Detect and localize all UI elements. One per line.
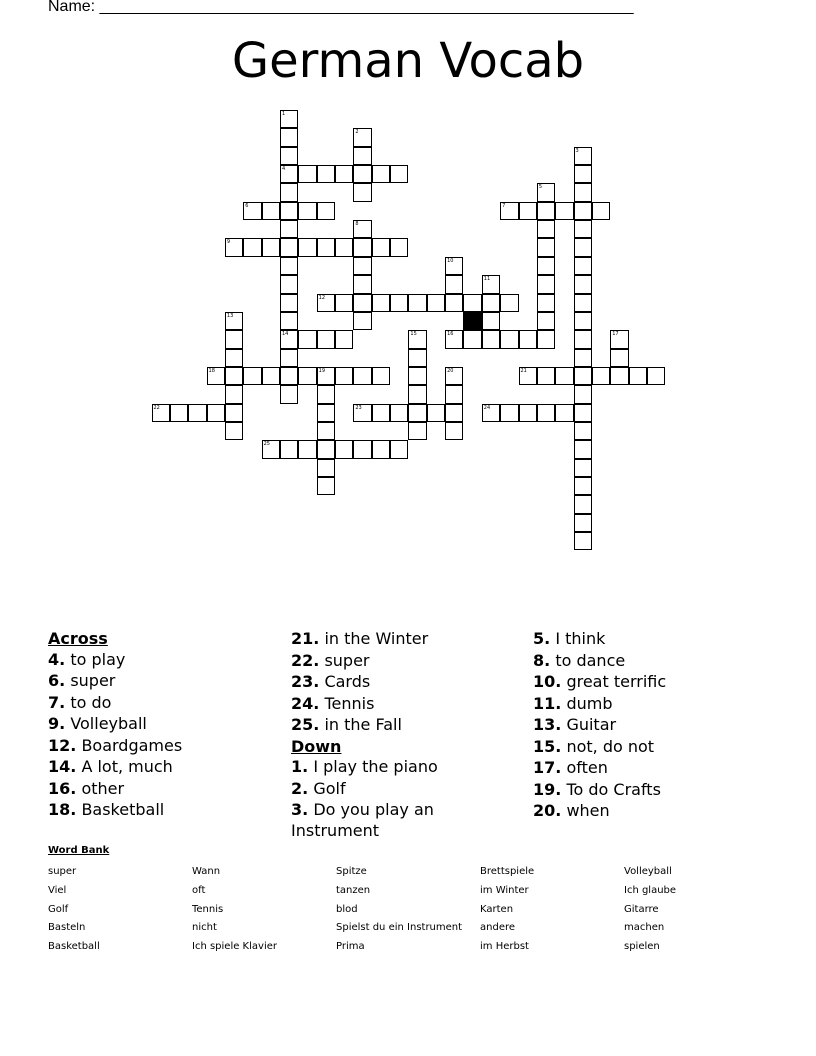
grid-cell[interactable] bbox=[280, 275, 298, 293]
grid-cell[interactable] bbox=[445, 367, 463, 385]
grid-cell[interactable] bbox=[445, 385, 463, 403]
grid-cell[interactable] bbox=[280, 294, 298, 312]
grid-cell[interactable] bbox=[280, 220, 298, 238]
grid-cell[interactable] bbox=[317, 330, 335, 348]
clue-number: 19 bbox=[318, 367, 326, 374]
grid-cell[interactable] bbox=[353, 183, 371, 201]
grid-cell[interactable] bbox=[482, 312, 500, 330]
grid-cell[interactable] bbox=[574, 147, 592, 165]
grid-cell[interactable] bbox=[280, 183, 298, 201]
grid-cell[interactable] bbox=[537, 257, 555, 275]
grid-cell[interactable] bbox=[574, 257, 592, 275]
clue-down-8: 8. to dance bbox=[533, 650, 626, 670]
grid-cell[interactable] bbox=[372, 404, 390, 422]
grid-cell[interactable] bbox=[262, 238, 280, 256]
grid-cell[interactable] bbox=[408, 367, 426, 385]
grid-cell[interactable] bbox=[262, 202, 280, 220]
grid-cell[interactable] bbox=[152, 404, 170, 422]
clue-down-5: 5. I think bbox=[533, 629, 606, 648]
grid-cell[interactable] bbox=[408, 404, 426, 422]
name-line[interactable]: Name: ____________________________________________________________ bbox=[48, 0, 634, 15]
clue-number: 8 bbox=[355, 221, 359, 228]
grid-cell[interactable] bbox=[408, 422, 426, 440]
down-heading: Down bbox=[291, 736, 342, 756]
grid-cell[interactable] bbox=[647, 367, 665, 385]
word-bank-item: Volleyball bbox=[624, 866, 672, 877]
word-bank-item: Wann bbox=[192, 866, 221, 877]
grid-cell[interactable] bbox=[537, 294, 555, 312]
grid-cell[interactable] bbox=[390, 165, 408, 183]
grid-cell[interactable] bbox=[390, 294, 408, 312]
word-bank-item: im Winter bbox=[480, 884, 529, 896]
word-bank-column-3 bbox=[336, 863, 462, 957]
grid-cell[interactable] bbox=[225, 330, 243, 348]
clue-number: 7 bbox=[502, 202, 506, 209]
grid-cell[interactable] bbox=[519, 367, 537, 385]
grid-cell[interactable] bbox=[482, 294, 500, 312]
grid-cell[interactable] bbox=[298, 202, 316, 220]
grid-cell[interactable] bbox=[427, 294, 445, 312]
grid-cell[interactable] bbox=[574, 330, 592, 348]
grid-cell[interactable] bbox=[500, 330, 518, 348]
grid-cell[interactable] bbox=[335, 165, 353, 183]
grid-cell[interactable] bbox=[353, 220, 371, 238]
grid-cell[interactable] bbox=[537, 202, 555, 220]
grid-cell[interactable] bbox=[317, 367, 335, 385]
grid-cell[interactable] bbox=[537, 312, 555, 330]
grid-cell[interactable] bbox=[280, 128, 298, 146]
clue-number: 15 bbox=[410, 331, 417, 338]
word-bank-item: andere bbox=[480, 922, 516, 934]
grid-cell[interactable] bbox=[574, 495, 592, 513]
word-bank-item: Brettspiele bbox=[480, 866, 535, 877]
word-bank-column-1 bbox=[48, 863, 100, 957]
clue-number: 10 bbox=[447, 257, 454, 264]
grid-cell[interactable] bbox=[574, 238, 592, 256]
clue-down-19: 19. To do Crafts bbox=[533, 779, 661, 799]
grid-cell[interactable] bbox=[280, 165, 298, 183]
word-bank-item: Basketball bbox=[48, 941, 100, 953]
grid-cell[interactable] bbox=[574, 477, 592, 495]
grid-cell[interactable] bbox=[317, 385, 335, 403]
grid-cell[interactable] bbox=[243, 202, 261, 220]
grid-cell[interactable] bbox=[207, 367, 225, 385]
grid-cell[interactable] bbox=[225, 422, 243, 440]
grid-cell[interactable] bbox=[482, 275, 500, 293]
grid-cell[interactable] bbox=[610, 367, 628, 385]
grid-cell[interactable] bbox=[592, 202, 610, 220]
grid-cell[interactable] bbox=[353, 367, 371, 385]
grid-cell[interactable] bbox=[574, 367, 592, 385]
grid-cell[interactable] bbox=[537, 220, 555, 238]
grid-cell[interactable] bbox=[445, 404, 463, 422]
clue-down-20: 20. when bbox=[533, 801, 610, 820]
grid-cell[interactable] bbox=[280, 257, 298, 275]
clue-down-17: 17. often bbox=[533, 758, 608, 777]
grid-cell[interactable] bbox=[574, 220, 592, 238]
word-bank-item: Golf bbox=[48, 903, 69, 915]
word-bank-item: im Herbst bbox=[480, 941, 529, 953]
grid-cell[interactable] bbox=[353, 257, 371, 275]
grid-cell[interactable] bbox=[372, 367, 390, 385]
clue-number: 25 bbox=[263, 441, 270, 448]
grid-cell[interactable] bbox=[335, 440, 353, 458]
clue-down-3: 3. Do you play an Instrument bbox=[291, 800, 434, 840]
clue-number: 21 bbox=[520, 367, 527, 374]
grid-cell[interactable] bbox=[537, 367, 555, 385]
grid-cell[interactable] bbox=[519, 404, 537, 422]
clue-across-16: 16. other bbox=[48, 778, 125, 798]
clue-number: 1 bbox=[281, 111, 286, 117]
clue-number: 23 bbox=[355, 404, 362, 411]
word-bank-column-4 bbox=[480, 863, 534, 957]
grid-cell[interactable] bbox=[317, 422, 335, 440]
grid-cell[interactable] bbox=[574, 183, 592, 201]
clue-down-15: 15. not, do not bbox=[533, 736, 655, 756]
grid-cell[interactable] bbox=[280, 147, 298, 165]
grid-cell[interactable] bbox=[298, 440, 316, 458]
grid-cell[interactable] bbox=[629, 367, 647, 385]
clue-number: 11 bbox=[483, 276, 491, 283]
grid-cell[interactable] bbox=[519, 330, 537, 348]
clue-number: 22 bbox=[153, 404, 160, 411]
grid-cell[interactable] bbox=[280, 202, 298, 220]
clue-down-2: 2. Golf bbox=[291, 778, 346, 798]
word-bank-item: Prima bbox=[336, 941, 365, 953]
grid-cell[interactable] bbox=[574, 312, 592, 330]
grid-cell[interactable] bbox=[225, 349, 243, 367]
grid-cell[interactable] bbox=[298, 238, 316, 256]
clue-number: 3 bbox=[575, 147, 579, 154]
grid-cell[interactable] bbox=[610, 330, 628, 348]
grid-cell[interactable] bbox=[390, 404, 408, 422]
clue-across-22: 22. super bbox=[291, 650, 370, 670]
clue-column-2 bbox=[291, 629, 531, 842]
grid-cell[interactable] bbox=[408, 385, 426, 403]
word-bank-item: tanzen bbox=[336, 884, 371, 896]
grid-cell[interactable] bbox=[225, 404, 243, 422]
grid-cell[interactable] bbox=[317, 202, 335, 220]
grid-cell[interactable] bbox=[610, 349, 628, 367]
grid-cell[interactable] bbox=[317, 440, 335, 458]
grid-cell[interactable] bbox=[574, 275, 592, 293]
grid-cell[interactable] bbox=[537, 238, 555, 256]
grid-cell[interactable] bbox=[390, 440, 408, 458]
clue-across-25: 25. in the Fall bbox=[291, 715, 402, 734]
grid-cell[interactable] bbox=[537, 183, 555, 201]
grid-cell[interactable] bbox=[555, 202, 573, 220]
grid-cell[interactable] bbox=[262, 367, 280, 385]
grid-cell[interactable] bbox=[280, 330, 298, 348]
grid-cell[interactable] bbox=[298, 330, 316, 348]
grid-cell[interactable] bbox=[353, 165, 371, 183]
clue-number: 12 bbox=[318, 294, 326, 301]
grid-cell[interactable] bbox=[445, 257, 463, 275]
clue-across-24: 24. Tennis bbox=[291, 693, 375, 713]
word-bank-item: blod bbox=[336, 903, 358, 915]
clue-across-9: 9. Volleyball bbox=[48, 714, 147, 733]
grid-cell[interactable] bbox=[262, 440, 280, 458]
grid-cell[interactable] bbox=[280, 349, 298, 367]
word-bank-item: Gitarre bbox=[624, 903, 659, 915]
grid-cell[interactable] bbox=[353, 238, 371, 256]
grid-cell[interactable] bbox=[298, 165, 316, 183]
grid-cell[interactable] bbox=[353, 294, 371, 312]
grid-cell[interactable] bbox=[317, 477, 335, 495]
word-bank-item: nicht bbox=[192, 922, 217, 934]
grid-cell[interactable] bbox=[372, 294, 390, 312]
grid-cell[interactable] bbox=[170, 404, 188, 422]
clue-across-4: 4. to play bbox=[48, 649, 126, 669]
black-cell bbox=[463, 312, 481, 330]
clue-down-10: 10. great terrific bbox=[533, 672, 667, 691]
grid-cell[interactable] bbox=[335, 294, 353, 312]
grid-cell[interactable] bbox=[390, 238, 408, 256]
grid-cell[interactable] bbox=[225, 238, 243, 256]
grid-cell[interactable] bbox=[353, 440, 371, 458]
word-bank-title: Word Bank bbox=[48, 845, 110, 856]
word-bank-item: Ich glaube bbox=[624, 884, 677, 896]
grid-cell[interactable] bbox=[574, 440, 592, 458]
word-bank-item: Spitze bbox=[336, 866, 367, 877]
grid-cell[interactable] bbox=[225, 367, 243, 385]
clue-down-13: 13. Guitar bbox=[533, 715, 617, 734]
grid-cell[interactable] bbox=[574, 459, 592, 477]
grid-cell[interactable] bbox=[463, 294, 481, 312]
clue-across-21: 21. in the Winter bbox=[291, 629, 429, 648]
grid-cell[interactable] bbox=[280, 440, 298, 458]
grid-cell[interactable] bbox=[519, 202, 537, 220]
word-bank-item: Ich spiele Klavier bbox=[192, 941, 277, 953]
grid-cell[interactable] bbox=[280, 385, 298, 403]
grid-cell[interactable] bbox=[445, 275, 463, 293]
word-bank-column-5 bbox=[624, 863, 676, 957]
clue-number: 9 bbox=[226, 239, 231, 246]
clue-across-6: 6. super bbox=[48, 671, 116, 690]
grid-cell[interactable] bbox=[463, 330, 481, 348]
grid-cell[interactable] bbox=[280, 367, 298, 385]
grid-cell[interactable] bbox=[243, 238, 261, 256]
grid-cell[interactable] bbox=[537, 404, 555, 422]
clue-down-11: 11. dumb bbox=[533, 693, 613, 713]
clue-number: 14 bbox=[281, 331, 289, 338]
grid-cell[interactable] bbox=[225, 312, 243, 330]
clue-column-1 bbox=[48, 629, 288, 822]
grid-cell[interactable] bbox=[574, 385, 592, 403]
grid-cell[interactable] bbox=[500, 404, 518, 422]
clue-number: 24 bbox=[483, 404, 491, 411]
grid-cell[interactable] bbox=[298, 367, 316, 385]
clue-number: 17 bbox=[612, 331, 619, 338]
grid-cell[interactable] bbox=[280, 312, 298, 330]
clue-number: 4 bbox=[281, 166, 286, 173]
word-bank-item: spielen bbox=[624, 941, 660, 953]
grid-cell[interactable] bbox=[574, 349, 592, 367]
page-title: German Vocab bbox=[231, 33, 585, 89]
grid-cell[interactable] bbox=[574, 294, 592, 312]
clue-number: 20 bbox=[447, 367, 454, 374]
grid-cell[interactable] bbox=[280, 110, 298, 128]
grid-cell[interactable] bbox=[537, 330, 555, 348]
clue-number: 5 bbox=[538, 184, 543, 191]
word-bank-item: Basteln bbox=[48, 922, 86, 934]
grid-cell[interactable] bbox=[574, 165, 592, 183]
grid-cell[interactable] bbox=[353, 275, 371, 293]
grid-cell[interactable] bbox=[353, 312, 371, 330]
clue-across-18: 18. Basketball bbox=[48, 800, 165, 819]
grid-cell[interactable] bbox=[574, 514, 592, 532]
word-bank-item: machen bbox=[624, 922, 665, 934]
grid-cell[interactable] bbox=[335, 330, 353, 348]
clue-column-3 bbox=[533, 629, 773, 823]
grid-cell[interactable] bbox=[482, 330, 500, 348]
grid-cell[interactable] bbox=[574, 422, 592, 440]
grid-cell[interactable] bbox=[280, 238, 298, 256]
grid-cell[interactable] bbox=[445, 294, 463, 312]
across-heading: Across bbox=[48, 629, 108, 648]
grid-cell[interactable] bbox=[445, 422, 463, 440]
grid-cell[interactable] bbox=[317, 238, 335, 256]
word-bank-item: super bbox=[48, 866, 77, 877]
grid-cell[interactable] bbox=[408, 330, 426, 348]
grid-cell[interactable] bbox=[372, 440, 390, 458]
grid-cell[interactable] bbox=[353, 128, 371, 146]
clue-number: 16 bbox=[447, 331, 454, 338]
grid-cell[interactable] bbox=[408, 349, 426, 367]
clue-across-7: 7. to do bbox=[48, 692, 112, 712]
grid-cell[interactable] bbox=[243, 367, 261, 385]
grid-cell[interactable] bbox=[500, 294, 518, 312]
grid-cell[interactable] bbox=[372, 238, 390, 256]
grid-cell[interactable] bbox=[537, 275, 555, 293]
grid-cell[interactable] bbox=[592, 367, 610, 385]
clue-across-12: 12. Boardgames bbox=[48, 735, 183, 755]
clue-down-1: 1. I play the piano bbox=[291, 757, 438, 776]
clue-number: 13 bbox=[226, 312, 234, 319]
grid-cell[interactable] bbox=[317, 165, 335, 183]
grid-cell[interactable] bbox=[372, 165, 390, 183]
clue-number: 2 bbox=[355, 129, 359, 136]
grid-cell[interactable] bbox=[335, 238, 353, 256]
clue-across-14: 14. A lot, much bbox=[48, 757, 173, 776]
grid-cell[interactable] bbox=[317, 294, 335, 312]
grid-cell[interactable] bbox=[574, 404, 592, 422]
grid-cell[interactable] bbox=[574, 532, 592, 550]
grid-cell[interactable] bbox=[427, 404, 445, 422]
grid-cell[interactable] bbox=[445, 330, 463, 348]
grid-cell[interactable] bbox=[317, 459, 335, 477]
grid-cell[interactable] bbox=[188, 404, 206, 422]
word-bank-item: Viel bbox=[48, 884, 67, 896]
grid-cell[interactable] bbox=[225, 385, 243, 403]
grid-cell[interactable] bbox=[353, 147, 371, 165]
grid-cell[interactable] bbox=[408, 294, 426, 312]
grid-cell[interactable] bbox=[353, 404, 371, 422]
grid-cell[interactable] bbox=[317, 404, 335, 422]
grid-cell[interactable] bbox=[482, 404, 500, 422]
grid-cell[interactable] bbox=[555, 404, 573, 422]
word-bank-item: Spielst du ein Instrument bbox=[336, 922, 463, 934]
word-bank-item: Karten bbox=[480, 903, 514, 915]
grid-cell[interactable] bbox=[335, 367, 353, 385]
grid-cell[interactable] bbox=[555, 367, 573, 385]
clue-number: 6 bbox=[245, 202, 249, 209]
grid-cell[interactable] bbox=[207, 404, 225, 422]
word-bank-item: oft bbox=[192, 884, 206, 896]
grid-cell[interactable] bbox=[574, 202, 592, 220]
word-bank-item: Tennis bbox=[192, 903, 224, 915]
grid-cell[interactable] bbox=[500, 202, 518, 220]
clue-across-23: 23. Cards bbox=[291, 672, 371, 691]
clue-number: 18 bbox=[208, 367, 215, 374]
word-bank-column-2 bbox=[192, 863, 277, 957]
